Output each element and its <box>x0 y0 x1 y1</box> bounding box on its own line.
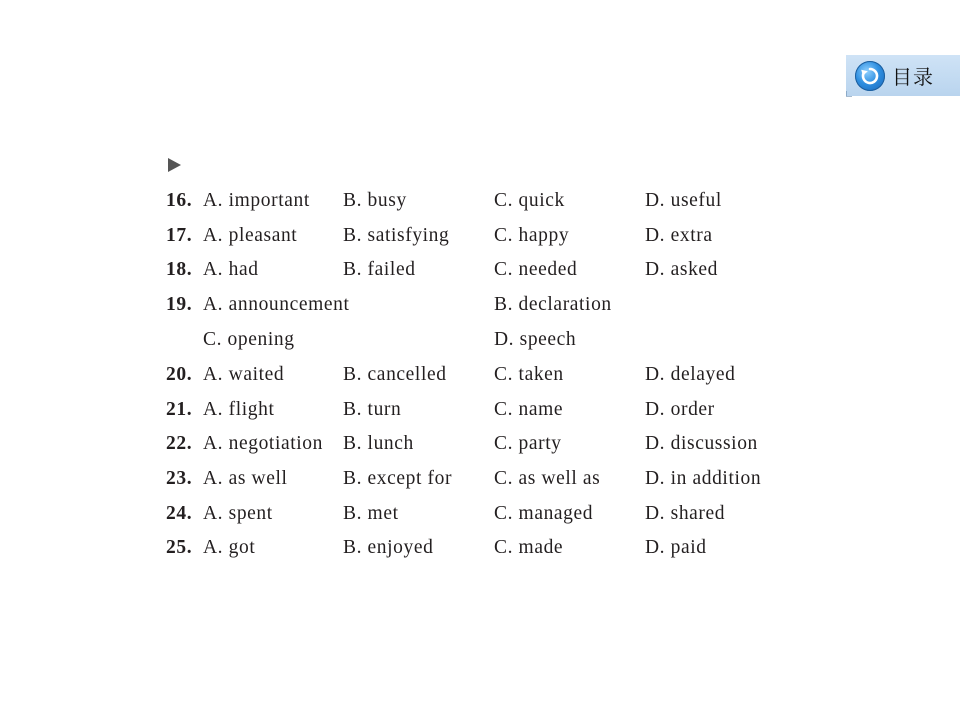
question-number: 16. <box>166 190 193 211</box>
option-b[interactable]: B. met <box>343 503 399 524</box>
question-number: 21. <box>166 399 193 420</box>
question-number: 17. <box>166 225 193 246</box>
option-b[interactable]: B. satisfying <box>343 225 450 246</box>
question-20 <box>0 360 960 390</box>
option-b[interactable]: B. turn <box>343 399 402 420</box>
option-d[interactable]: D. paid <box>645 537 707 558</box>
option-a[interactable]: A. pleasant <box>203 225 298 246</box>
question-21 <box>0 395 960 425</box>
question-number: 20. <box>166 364 193 385</box>
option-a[interactable]: A. spent <box>203 503 273 524</box>
option-a[interactable]: A. had <box>203 259 259 280</box>
option-a[interactable]: A. flight <box>203 399 275 420</box>
question-19-continued <box>0 325 960 355</box>
option-d[interactable]: D. asked <box>645 259 719 280</box>
option-d[interactable]: D. useful <box>645 190 722 211</box>
question-number: 23. <box>166 468 193 489</box>
question-17 <box>0 221 960 251</box>
option-b[interactable]: B. enjoyed <box>343 537 434 558</box>
option-c[interactable]: C. as well as <box>494 468 601 489</box>
option-d[interactable]: D. in addition <box>645 468 762 489</box>
option-a[interactable]: A. announcement <box>203 294 350 315</box>
option-d[interactable]: D. speech <box>494 329 577 350</box>
question-number: 24. <box>166 503 193 524</box>
toc-label: 目录 <box>892 65 934 89</box>
option-c[interactable]: C. needed <box>494 259 578 280</box>
question-number: 22. <box>166 433 193 454</box>
option-a[interactable]: A. waited <box>203 364 285 385</box>
option-b[interactable]: B. except for <box>343 468 453 489</box>
option-b[interactable]: B. cancelled <box>343 364 447 385</box>
option-a[interactable]: A. got <box>203 537 256 558</box>
option-a[interactable]: A. as well <box>203 468 288 489</box>
option-c[interactable]: C. taken <box>494 364 564 385</box>
option-b[interactable]: B. busy <box>343 190 407 211</box>
option-a[interactable]: A. negotiation <box>203 433 323 454</box>
option-c[interactable]: C. made <box>494 537 564 558</box>
question-number: 19. <box>166 294 193 315</box>
option-c[interactable]: C. name <box>494 399 564 420</box>
option-d[interactable]: D. delayed <box>645 364 736 385</box>
option-d[interactable]: D. order <box>645 399 715 420</box>
question-16 <box>0 186 960 216</box>
option-d[interactable]: D. extra <box>645 225 713 246</box>
option-c[interactable]: C. happy <box>494 225 570 246</box>
option-d[interactable]: D. shared <box>645 503 726 524</box>
option-b[interactable]: B. declaration <box>494 294 612 315</box>
question-number: 18. <box>166 259 193 280</box>
question-23 <box>0 464 960 494</box>
question-18 <box>0 255 960 285</box>
question-22 <box>0 429 960 459</box>
option-c[interactable]: C. party <box>494 433 562 454</box>
option-c[interactable]: C. managed <box>494 503 594 524</box>
question-19 <box>0 290 960 320</box>
option-b[interactable]: B. lunch <box>343 433 414 454</box>
option-b[interactable]: B. failed <box>343 259 416 280</box>
question-number: 25. <box>166 537 193 558</box>
option-c[interactable]: C. opening <box>203 329 295 350</box>
option-d[interactable]: D. discussion <box>645 433 758 454</box>
question-25 <box>0 533 960 563</box>
option-c[interactable]: C. quick <box>494 190 565 211</box>
question-24 <box>0 499 960 529</box>
option-a[interactable]: A. important <box>203 190 310 211</box>
